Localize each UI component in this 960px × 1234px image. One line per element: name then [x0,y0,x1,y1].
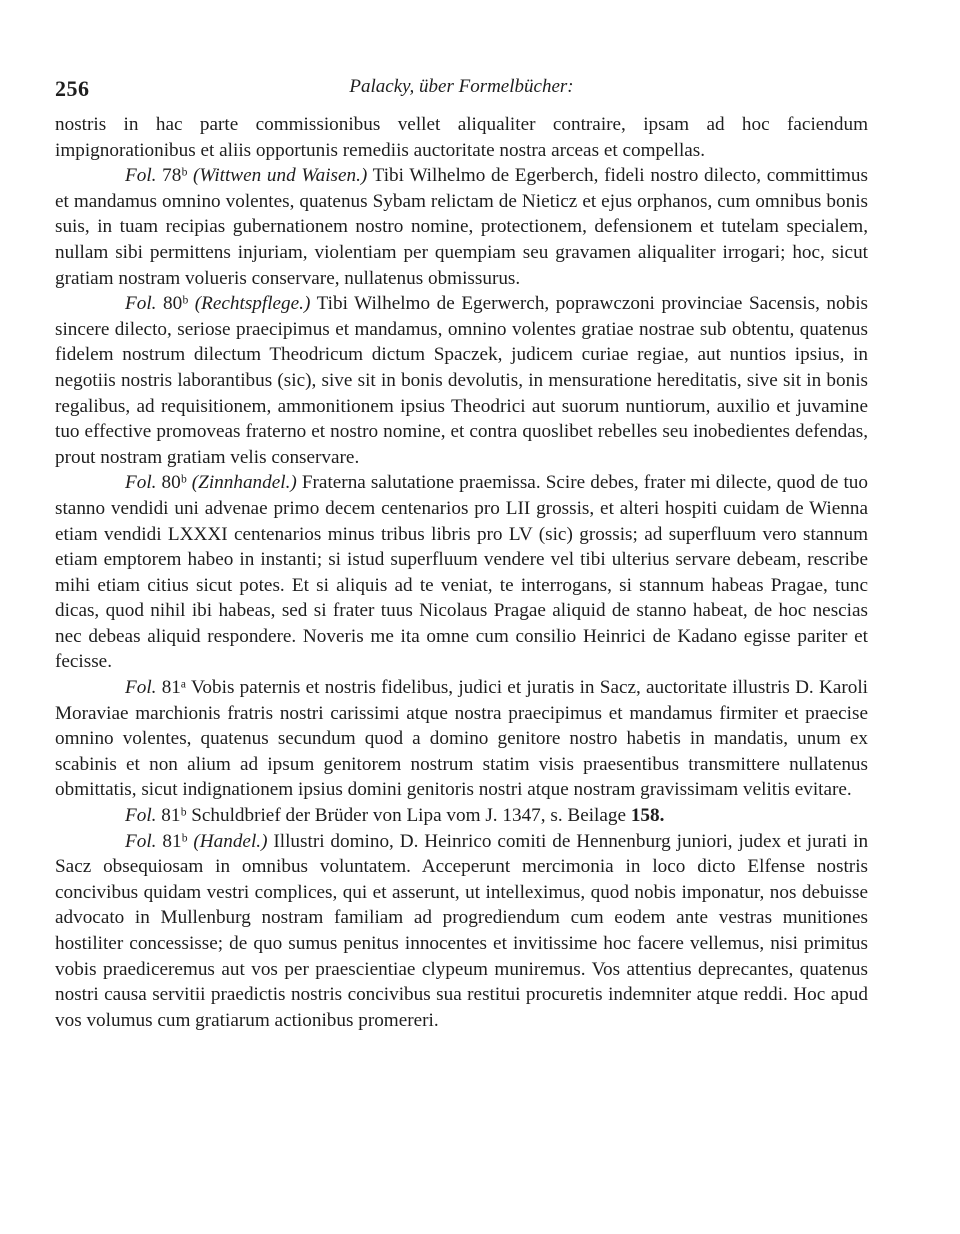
paragraph-text: Fraterna salutatione praemissa. Scire debes, frater mi dilecte, quod de tuo stanno vendidi uni advenae primo decem centenarios pro LII grossis, et alteri hospiti cuidam de Wienna etiam vendidi LXXXI centenarios minus tribus libris pro LV (sic) grossis; ad superfluum vero stannum etiam emptorem habeo in instanti; si istud superfluum vendere vel tibi ulterius servare debeam, rescribe mihi etiam citius sicut potes. Et si aliquis ad te veniat, te interrogans, si stannum habeas Pragae, tunc dicas, quod nihil ibi habeas, sed si frater tuus Nicolaus Pragae aliquid de stanno habeat, de hoc nescias nec debeas aliquid respondere. Noveris me ita omne cum consilio Heinrici de Kadano egisse pariter et fecisse. [55,472,868,673]
paragraph-text: Schuldbrief der Brüder von Lipa vom J. 1347, s. Beilage [191,805,627,827]
paragraph-fol-80b-rechtspflege [55,291,868,470]
folio-label: Fol. [125,472,157,494]
folio-label: Fol. [125,830,157,852]
page-body [55,112,868,1033]
paragraph-fol-78b [55,163,868,291]
page-header [55,72,868,106]
folio-label: Fol. [125,293,157,315]
folio-label: Fol. [125,677,157,699]
paragraph-text: nostris in hac parte commissionibus vellet aliqualiter contraire, ipsam ad hoc faciendum impignorationibus et aliis opportunis remediis auctoritate nostra arceas et compellas. [55,114,868,161]
topic-label: (Zinnhandel.) [191,472,297,494]
folio-reference: 81ᵃ [161,677,187,699]
paragraph-continuation [55,112,868,163]
topic-label: (Wittwen und Waisen.) [193,165,368,187]
folio-reference: 80ᵇ [163,293,189,315]
paragraph-fol-81b-handel [55,829,868,1034]
folio-reference: 80ᵇ [161,472,187,494]
topic-label: (Rechtspflege.) [194,293,311,315]
paragraph-text: Illustri domino, D. Heinrico comiti de Hennenburg juniori, judex et jurati in Sacz obsequiosam in omnibus voluntatem. Acceperunt mercimonia in loco dicto Elfense nostris concivibus quidam vestri complices, qui et asserunt, ut intelleximus, quod nobis imponatur, nos debuisse advocato in Mullenburg nostram familiam ad progrediendum cum eodem ante vestras munitiones hostiliter concessisse; de quo sumus penitus innocentes et invitissime hoc facere vellemus, nisi primitus vobis praediceremus aut vos per praescientiae clypeum muniremus. Vos attentius deprecantes, quatenus nostri causa servitii praedictis nostris concivibus sua restitui procuretis indemniter atque reddi. Hoc apud vos volumus cum gratiarum actionibus promereri. [55,830,869,1031]
paragraph-text: Vobis paternis et nostris fidelibus, judici et juratis in Sacz, auctoritate illustris D. Karoli Moraviae marchionis fratris nostri carissimi atque nostra praecipimus et mandamus firmiter et praecise omnino volentes, quatenus secundum quod a domino genitore nostro habetis in mandatis, unum ex scabinis et non alium ad ipsum genitorem nostrum statim visis praesentibus transmittere nullatenus obmittatis, sicut indignationem ipsius domini genitoris nostri atque nostram gravissimam velitis evitare. [55,677,868,801]
folio-reference: 81ᵇ [161,805,187,827]
paragraph-text: Tibi Wilhelmo de Egerwerch, poprawczoni provinciae Sacensis, nobis sincere dilecto, seriose praecipimus et mandamus, omnino volentes gratiae nostrae sub obtentu, quatenus fidelem nostrum dilectum Theodricum dictum Spaczek, judicem curiae regiae, aut nuntios ipsius, in negotiis nostris laborantibus (sic), sive sit in bonis devolutis, in mensuratione hereditatis, sive sit in bonis regalibus, ad requisitionem, ammonitionem ipsius Theodrici aut suorum nuntiorum, auxilio et juvamine tuo effective promoveas fraterno et nostro nomine, et contra quoslibet rebelles seu inobedientes defendas, prout nostram gratiam velis conservare. [55,293,869,468]
page-number: 256 [55,76,90,101]
beilage-number: 158. [630,805,665,827]
folio-reference: 81ᵇ [162,830,188,852]
running-head: Palacky, über Formelbücher: [349,76,574,97]
folio-label: Fol. [125,165,157,187]
topic-label: (Handel.) [193,830,268,852]
paragraph-fol-80b-zinnhandel [55,470,868,675]
paragraph-text: Tibi Wilhelmo de Egerberch, fideli nostro dilecto, committimus et mandamus omnino volentes, quatenus Sybam relictam de Nieticz et ejus orphanos, cum omnibus bonis suis, in tuam recipias gubernationem nostro nomine, protectionem, defensionem et tutelam specialem, nullam sibi permittens injuriam, violentiam per quempiam seu gravamen aliqualiter irrogari; hoc, sicut gratiam nostram volueris conservare, nullatenus obmissurus. [55,165,868,289]
paragraph-fol-81b-schuldbrief [55,803,868,829]
folio-label: Fol. [125,805,157,827]
paragraph-fol-81a [55,675,868,803]
folio-reference: 78ᵇ [162,165,188,187]
